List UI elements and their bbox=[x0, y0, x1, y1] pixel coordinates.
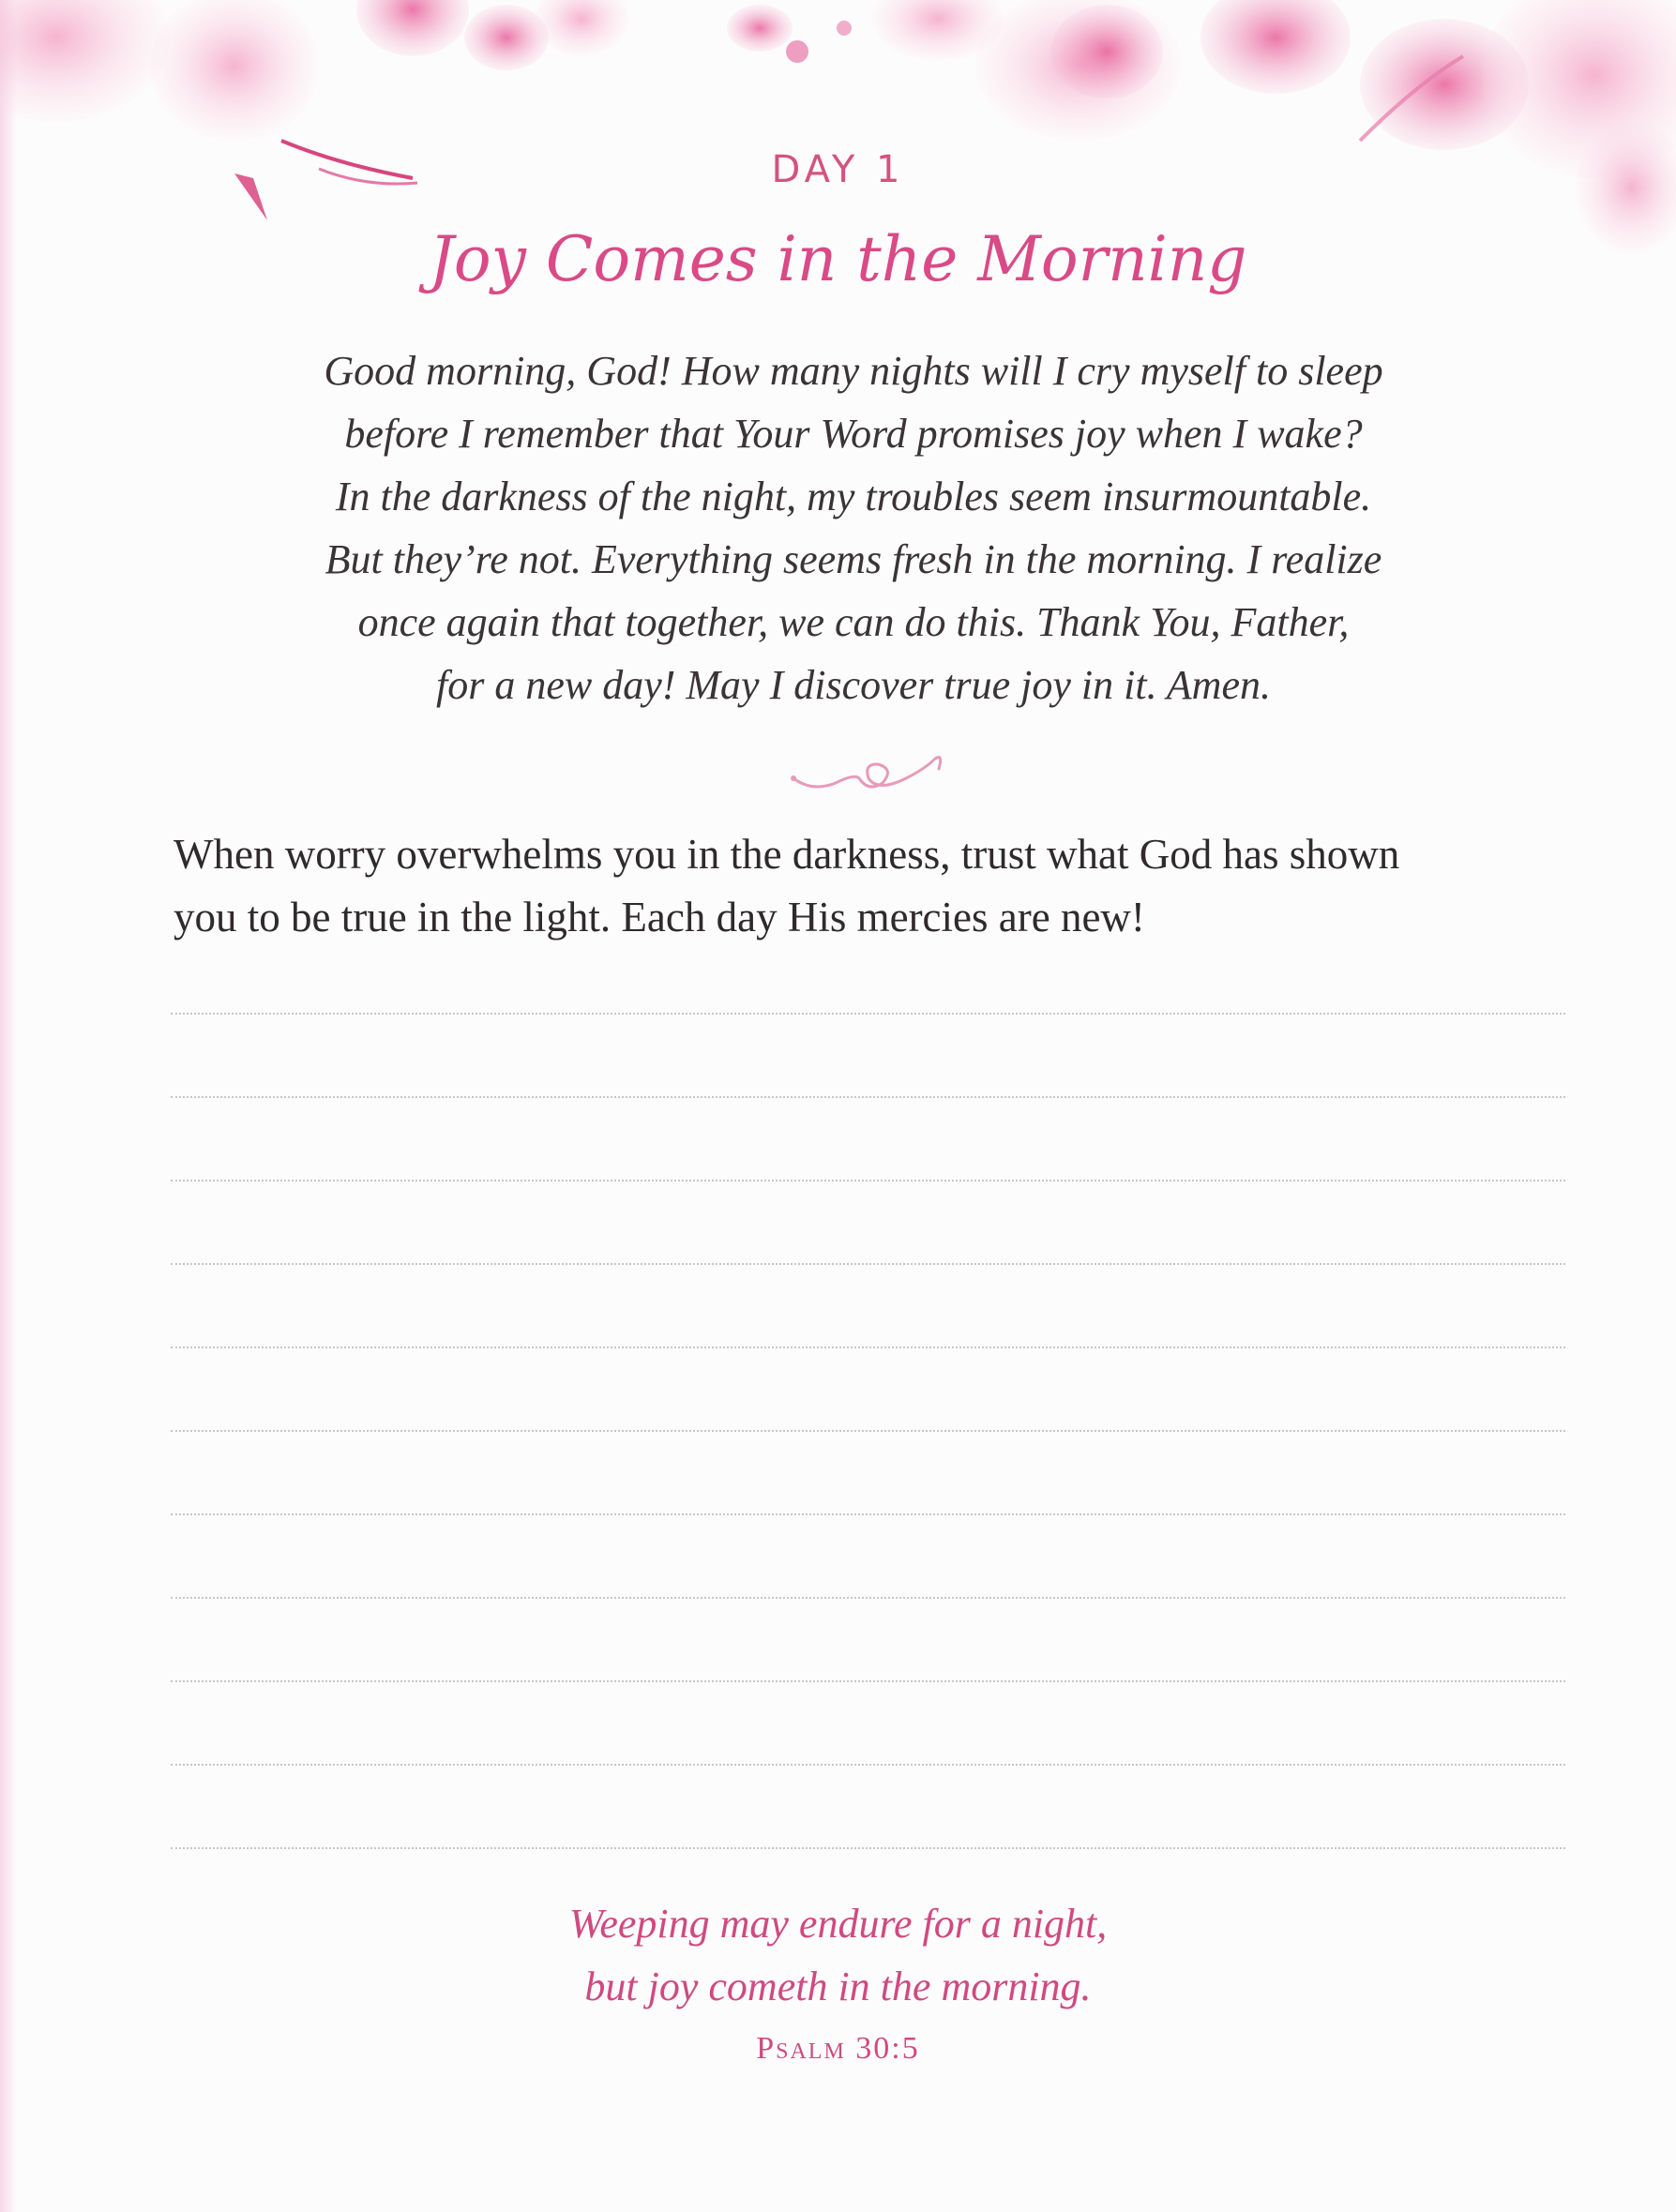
writing-line[interactable] bbox=[171, 1096, 1565, 1098]
prayer-line: before I remember that Your Word promises joy when I wake? bbox=[344, 411, 1363, 457]
writing-line[interactable] bbox=[171, 1680, 1565, 1682]
prayer-line: for a new day! May I discover true joy in it. Amen. bbox=[436, 662, 1271, 708]
writing-line[interactable] bbox=[171, 1764, 1565, 1766]
prayer-line: In the darkness of the night, my troubles seem insurmountable. bbox=[335, 474, 1372, 519]
verse-reference: Psalm 30:5 bbox=[756, 2031, 920, 2066]
page-edge-tint bbox=[0, 0, 17, 2212]
writing-line[interactable] bbox=[171, 1013, 1565, 1015]
devotional-text bbox=[174, 823, 1580, 949]
verse-line: Weeping may endure for a night, bbox=[568, 1901, 1108, 1947]
writing-line[interactable] bbox=[171, 1263, 1565, 1265]
page-title: Joy Comes in the Morning bbox=[429, 223, 1247, 295]
writing-line[interactable] bbox=[171, 1597, 1565, 1599]
prayer-paragraph bbox=[188, 339, 1519, 716]
day-label: DAY 1 bbox=[771, 148, 905, 191]
swirl-flourish-icon bbox=[784, 741, 953, 806]
prayer-line: once again that together, we can do this. Thank You, Father, bbox=[357, 599, 1350, 645]
writing-line[interactable] bbox=[171, 1513, 1565, 1515]
scripture-verse bbox=[0, 1892, 1676, 2018]
prayer-line: But they’re not. Everything seems fresh in the morning. I realize bbox=[325, 536, 1382, 582]
writing-line[interactable] bbox=[171, 1347, 1565, 1348]
devotional-line: When worry overwhelms you in the darkness, trust what God has shown bbox=[174, 831, 1400, 878]
devotional-line: you to be true in the light. Each day His mercies are new! bbox=[174, 894, 1145, 940]
writing-line[interactable] bbox=[171, 1430, 1565, 1432]
verse-line: but joy cometh in the morning. bbox=[584, 1964, 1092, 2009]
writing-line[interactable] bbox=[171, 1180, 1565, 1181]
writing-line[interactable] bbox=[171, 1847, 1565, 1849]
prayer-line: Good morning, God! How many nights will I cry myself to sleep bbox=[324, 348, 1383, 394]
